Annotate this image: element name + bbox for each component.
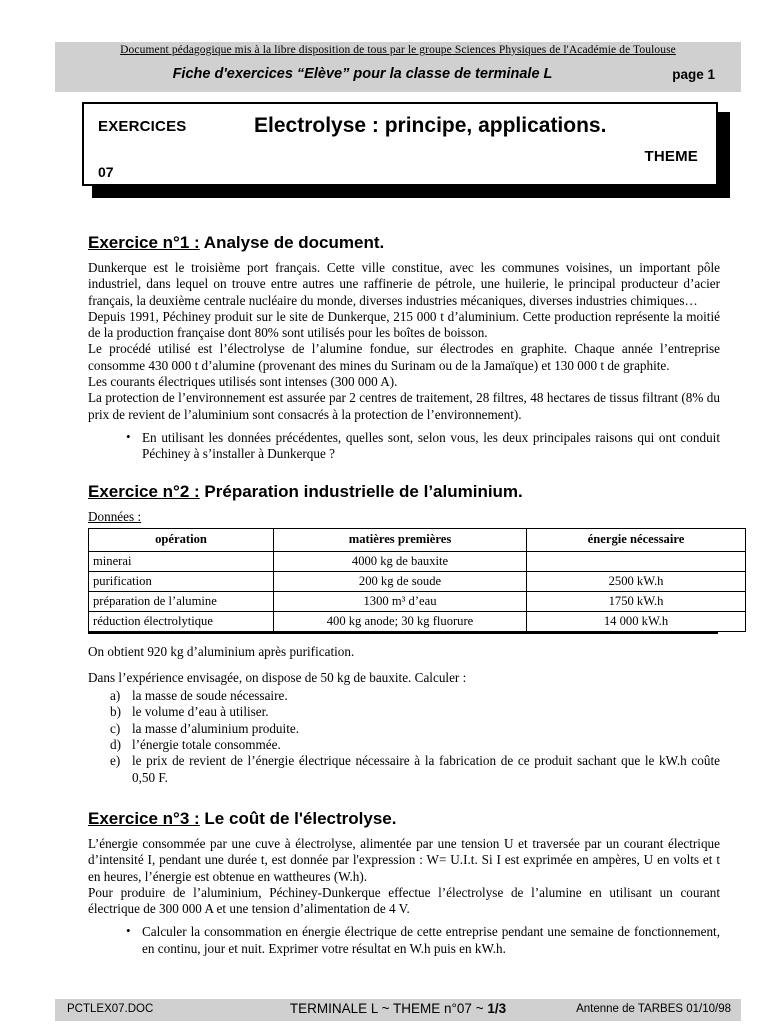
table-cell-operation: réduction électrolytique: [89, 611, 274, 631]
exercise-2-heading: [88, 481, 720, 502]
list-item: [110, 753, 720, 786]
list-item: [110, 704, 720, 720]
exercise-2-question-list: [88, 688, 720, 786]
list-item-text: le volume d’eau à utiliser.: [132, 704, 269, 720]
table-row: [89, 611, 746, 631]
footer-center-prefix: TERMINALE L ~ THEME n°07 ~: [289, 1001, 488, 1016]
exercise-1-paragraph: Dunkerque est le troisième port français. Cette ville constitue, avec les communes voisines, un important pôle industriel, dans lequel on trouve entre autres une raffinerie de pétrole, une huilerie, le principal producteur d’acier français, la deuxième centrale nucléaire du monde, diverses industries mécaniques, diverses industries chimiques…: [88, 260, 720, 308]
exercise-3-question-list: [88, 924, 720, 957]
list-item: [110, 721, 720, 737]
title-kicker: EXERCICES: [98, 118, 187, 135]
exercise-2-intro: Dans l’expérience envisagée, on dispose de 50 kg de bauxite. Calculer :: [88, 669, 467, 685]
exercise-3-paragraph: Pour produire de l’aluminium, Péchiney-Dunkerque effectue l’électrolyse de l’alumine en utilisant un courant électrique de 300 000 A et une tension d’alimentation de 4 V.: [88, 884, 720, 917]
exercise-1-paragraph: Depuis 1991, Péchiney produit sur le site de Dunkerque, 215 000 t d’aluminium. Cette production représente la moitié de la production française dont 80% sont utilisés pour les boîtes de boisson.: [88, 308, 720, 341]
exercise-1-question-list: [88, 430, 720, 463]
table-cell-materials: 4000 kg de bauxite: [274, 551, 527, 571]
table-column-header: opération: [89, 528, 274, 551]
exercise-1-paragraph: Les courants électriques utilisés sont intenses (300 000 A).: [88, 374, 398, 390]
theme-number: 07: [98, 164, 114, 180]
exercise-3-paragraph: L’énergie consommée par une cuve à électrolyse, alimentée par une tension U et traversée par un courant électrique d’intensité I, pendant une durée t, est donnée par l'expression : W= U.I.t. Si I est exprimée en ampères, U en volts et t en heures, l’énergie est obtenue en wattheures (W.h).: [88, 835, 720, 884]
exercise-1-paragraph: La protection de l’environnement est assurée par 2 centres de traitement, 28 filtres, 48 hectares de tissus filtrant (8% du prix de revient de l’aluminium sont consacrés à la protection de l’environnement).: [88, 390, 720, 422]
table-cell-energy: 14 000 kW.h: [527, 611, 746, 631]
list-item-marker: a): [110, 688, 121, 704]
list-item-text: le prix de revient de l’énergie électrique nécessaire à la fabrication de ce produit sachant que le kW.h coûte 0,50 F.: [132, 753, 720, 785]
raw-materials-table: [88, 528, 746, 632]
table-cell-operation: minerai: [89, 551, 274, 571]
table-column-header: matières premières: [274, 528, 527, 551]
page-title: Electrolyse : principe, applications.: [254, 114, 607, 137]
table-row: [89, 591, 746, 611]
table-row: [89, 571, 746, 591]
table-cell-energy: 1750 kW.h: [527, 591, 746, 611]
exercise-3-heading-number: Exercice n°3 :: [88, 808, 200, 828]
title-box: [82, 102, 718, 186]
exercise-1-heading-title: Analyse de document.: [199, 233, 385, 252]
exercise-2-note: On obtient 920 kg d’aluminium après purification.: [88, 643, 355, 659]
list-item: [110, 688, 720, 704]
header-banner-text: Document pédagogique mis à la libre disposition de tous par le groupe Sciences Physiques de l'Académie de Toulouse: [120, 44, 676, 56]
exercise-1-paragraph: Le procédé utilisé est l’électrolyse de l’alumine fondue, sur électrodes en graphite. Chaque année l’entreprise consomme 430 000 t d’alumine (provenant des mines du Surinam ou de la Jamaïque) et 130 000 t de graphite.: [88, 341, 720, 373]
list-item-marker: d): [110, 737, 121, 753]
donnees-label-text: Données :: [88, 508, 142, 524]
page-header-band: [55, 42, 741, 92]
footer-filename: PCTLEX07.DOC: [67, 1003, 154, 1015]
list-item-text: la masse de soude nécessaire.: [132, 688, 288, 704]
table-column-header: énergie nécessaire: [527, 528, 746, 551]
list-item: • Calculer la consommation en énergie électrique de cette entreprise pendant une semaine de fonctionnement, en continu, jour et nuit. Exprimer votre résultat en W.h puis en kW.h.: [126, 924, 720, 957]
exercise-2-heading-number: Exercice n°2 :: [88, 481, 200, 501]
list-item-marker: c): [110, 720, 121, 736]
footer-page-number: 1/3: [487, 1001, 507, 1016]
table-cell-energy: [527, 551, 746, 571]
table-row: [89, 551, 746, 571]
header-banner-line: [55, 44, 741, 56]
table-cell-materials: 400 kg anode; 30 kg fluorure: [274, 611, 527, 631]
list-item-marker: b): [110, 704, 121, 720]
header-subtitle: Fiche d'exercices “Elève” pour la classe de terminale L: [172, 66, 553, 82]
header-subtitle-row: [55, 66, 741, 88]
table-cell-materials: 200 kg de soude: [274, 571, 527, 591]
exercise-2-heading-title: Préparation industrielle de l’aluminium.: [199, 481, 523, 501]
list-item-text: l’énergie totale consommée.: [132, 737, 281, 753]
exercise-1-heading: [88, 232, 720, 253]
table-header-row: [89, 528, 746, 551]
document-content: [88, 232, 720, 957]
list-item: [110, 737, 720, 753]
exercise-1-heading-number: Exercice n°1 :: [88, 233, 200, 252]
table-cell-materials: 1300 m³ d’eau: [274, 591, 527, 611]
list-item: • En utilisant les données précédentes, quelles sont, selon vous, les deux principales raisons qui ont conduit Péchiney à s’installer à Dunkerque ?: [126, 430, 720, 463]
list-item-text: la masse d’aluminium produite.: [132, 720, 300, 736]
table-cell-operation: préparation de l’alumine: [89, 591, 274, 611]
exercise-3-heading-title: Le coût de l'électrolyse.: [199, 808, 397, 828]
table-cell-operation: purification: [89, 571, 274, 591]
table-cell-energy: 2500 kW.h: [527, 571, 746, 591]
list-item-marker: e): [110, 753, 121, 769]
page-footer-band: [55, 999, 741, 1021]
footer-origin: Antenne de TARBES 01/10/98: [576, 1003, 731, 1015]
donnees-label: [88, 509, 720, 525]
exercise-3-heading: [88, 808, 720, 829]
theme-label: THEME: [644, 148, 698, 165]
header-page-label: page 1: [672, 67, 715, 82]
